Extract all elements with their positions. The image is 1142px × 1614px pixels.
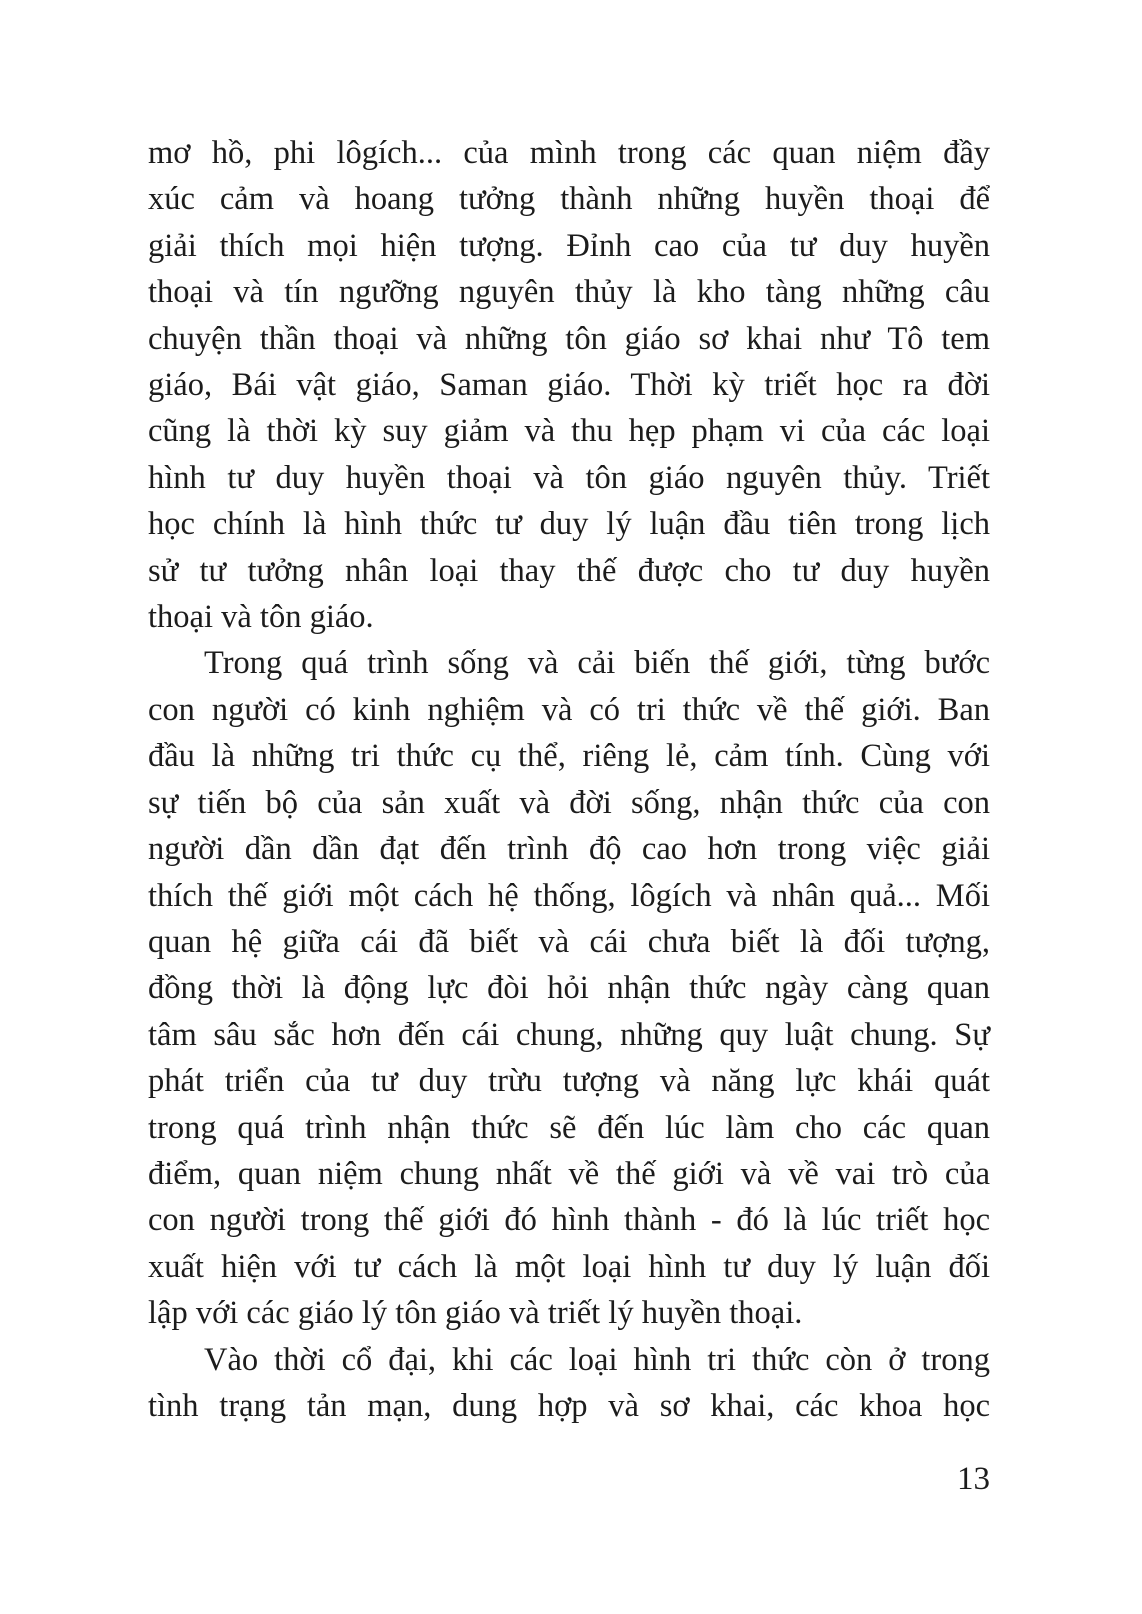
text-line: chuyện thần thoại và những tôn giáo sơ khai như Tô tem bbox=[148, 320, 990, 357]
text-line: mơ hồ, phi lôgích... của mình trong các quan niệm đầy bbox=[148, 135, 990, 171]
text-line: con người có kinh nghiệm và có tri thức về thế giới. Ban bbox=[148, 691, 990, 728]
text-line: cũng là thời kỳ suy giảm và thu hẹp phạm vi của các loại bbox=[148, 413, 990, 450]
text-line: sự tiến bộ của sản xuất và đời sống, nhận thức của con bbox=[148, 784, 990, 821]
text-block bbox=[148, 130, 990, 1429]
text-line: xúc cảm và hoang tưởng thành những huyền thoại để bbox=[148, 181, 990, 218]
text-line: người dần dần đạt đến trình độ cao hơn trong việc giải bbox=[148, 831, 990, 868]
text-line: trong quá trình nhận thức sẽ đến lúc làm cho các quan bbox=[148, 1109, 990, 1146]
text-line: phát triển của tư duy trừu tượng và năng lực khái quát bbox=[148, 1063, 990, 1100]
text-line: Vào thời cổ đại, khi các loại hình tri thức còn ở trong bbox=[204, 1341, 990, 1378]
text-line: giải thích mọi hiện tượng. Đỉnh cao của tư duy huyền bbox=[148, 227, 990, 264]
text-line: quan hệ giữa cái đã biết và cái chưa biết là đối tượng, bbox=[148, 923, 990, 960]
text-line: lập với các giáo lý tôn giáo và triết lý huyền thoại. bbox=[148, 1295, 803, 1332]
text-line: thoại và tín ngưỡng nguyên thủy là kho tàng những câu bbox=[148, 274, 990, 311]
text-line: giáo, Bái vật giáo, Saman giáo. Thời kỳ triết học ra đời bbox=[148, 367, 990, 404]
page-number: 13 bbox=[957, 1461, 990, 1497]
paragraph bbox=[148, 1337, 990, 1430]
paragraph bbox=[148, 640, 990, 1336]
text-line: đồng thời là động lực đòi hỏi nhận thức ngày càng quan bbox=[148, 970, 990, 1007]
text-line: học chính là hình thức tư duy lý luận đầu tiên trong lịch bbox=[148, 506, 990, 543]
paragraph bbox=[148, 130, 990, 640]
text-line: xuất hiện với tư cách là một loại hình tư duy lý luận đối bbox=[148, 1248, 990, 1285]
text-line: tâm sâu sắc hơn đến cái chung, những quy luật chung. Sự bbox=[148, 1016, 990, 1053]
text-line: sử tư tưởng nhân loại thay thế được cho tư duy huyền bbox=[148, 552, 990, 589]
text-line: điểm, quan niệm chung nhất về thế giới và về vai trò của bbox=[148, 1155, 990, 1192]
text-line: hình tư duy huyền thoại và tôn giáo nguyên thủy. Triết bbox=[148, 459, 990, 496]
text-line: tình trạng tản mạn, dung hợp và sơ khai, các khoa học bbox=[148, 1387, 990, 1424]
text-line: thích thế giới một cách hệ thống, lôgích và nhân quả... Mối bbox=[148, 877, 990, 914]
text-line: đầu là những tri thức cụ thể, riêng lẻ, cảm tính. Cùng với bbox=[148, 738, 990, 775]
text-line: con người trong thế giới đó hình thành - đó là lúc triết học bbox=[148, 1202, 990, 1239]
text-line: thoại và tôn giáo. bbox=[148, 599, 374, 636]
text-line: Trong quá trình sống và cải biến thế giới, từng bước bbox=[204, 645, 990, 682]
